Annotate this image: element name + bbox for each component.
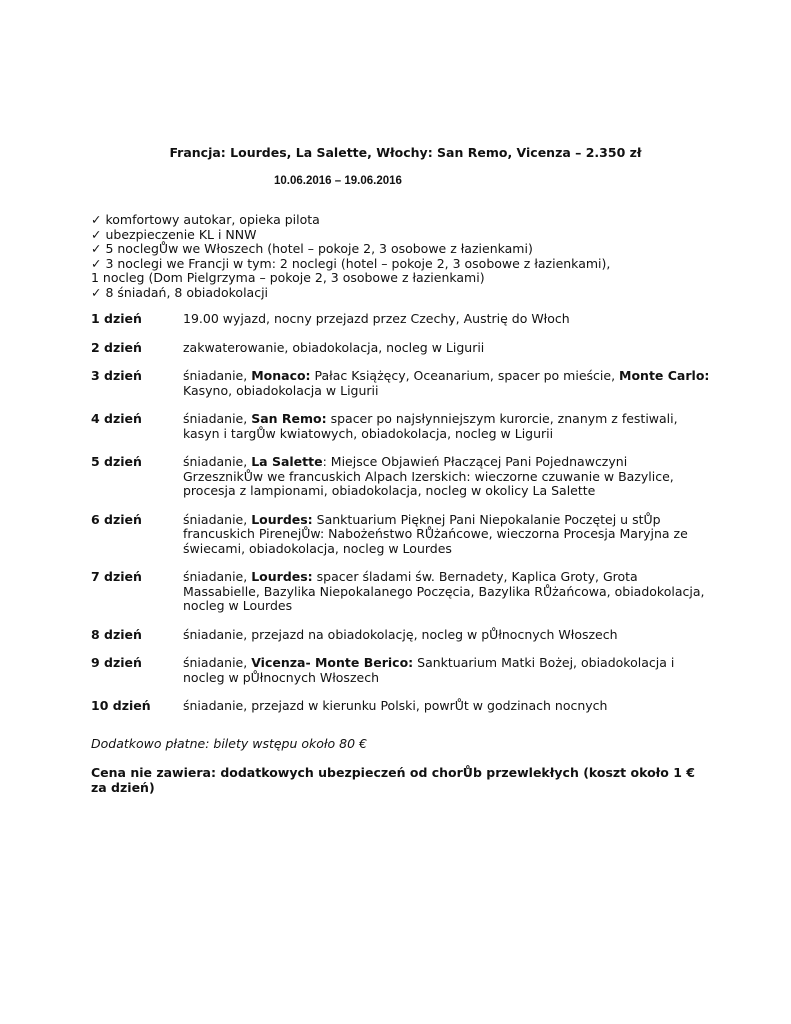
itinerary-day bbox=[91, 412, 711, 441]
feature-item bbox=[91, 242, 731, 257]
day-description: śniadanie, Monaco: Pałac Książęcy, Oceanarium, spacer po mieście, Monte Carlo: Kasyno, obiadokolacja w Ligurii bbox=[183, 368, 710, 398]
checkmark-icon: ✓ bbox=[91, 284, 102, 300]
price-exclusions-note: Cena nie zawiera: dodatkowych ubezpieczeń od chorŮb przewlekłych (koszt około 1 € za dzień) bbox=[91, 765, 695, 795]
itinerary-day bbox=[91, 628, 711, 643]
document-title: Francja: Lourdes, La Salette, Włochy: San Remo, Vicenza – 2.350 zł bbox=[169, 145, 642, 160]
day-label: 4 dzień bbox=[91, 411, 142, 426]
feature-item bbox=[91, 271, 731, 286]
included-features-list bbox=[91, 213, 731, 300]
day-label: 2 dzień bbox=[91, 339, 142, 355]
day-description: śniadanie, Lourdes: Sanktuarium Pięknej Pani Niepokalanie Poczętej u stŮp francuskich PirenejŮw: Nabożeństwo RŮżańcowe, wieczorna Procesja Maryjna ze świecami, obiadokolacja, nocleg w Lourdes bbox=[183, 511, 688, 556]
day-label: 10 dzień bbox=[91, 698, 151, 713]
itinerary bbox=[91, 312, 711, 728]
checkmark-icon: ✓ bbox=[91, 226, 102, 242]
day-description: śniadanie, przejazd w kierunku Polski, powrŮt w godzinach nocnych bbox=[183, 698, 608, 713]
feature-text: 8 śniadań, 8 obiadokolacji bbox=[101, 284, 269, 300]
feature-text: 3 noclegi we Francji w tym: 2 noclegi (hotel – pokoje 2, 3 osobowe z łazienkami), bbox=[101, 255, 611, 271]
feature-item bbox=[91, 257, 731, 272]
day-description: 19.00 wyjazd, nocny przejazd przez Czechy, Austrię do Włoch bbox=[183, 311, 570, 326]
itinerary-day bbox=[91, 341, 711, 356]
checkmark-icon: ✓ bbox=[91, 212, 102, 227]
day-description: śniadanie, La Salette: Miejsce Objawień Płaczącej Pani Pojednawczyni GrzesznikŮw we francuskich Alpach Izerskich: wieczorne czuwanie w Bazylice, procesja z lampionami, obiadokolacja, nocleg w okolicy La Salette bbox=[183, 454, 674, 498]
feature-text: 1 nocleg (Dom Pielgrzyma – pokoje 2, 3 osobowe z łazienkami) bbox=[91, 270, 485, 285]
trip-dates: 10.06.2016 – 19.06.2016 bbox=[274, 175, 402, 187]
feature-item bbox=[91, 228, 731, 243]
extra-costs-note: Dodatkowo płatne: bilety wstępu około 80 € bbox=[91, 736, 367, 751]
feature-item bbox=[91, 213, 731, 228]
feature-text: ubezpieczenie KL i NNW bbox=[101, 226, 257, 242]
itinerary-day bbox=[91, 513, 711, 557]
day-label: 9 dzień bbox=[91, 655, 142, 670]
day-label: 1 dzień bbox=[91, 311, 142, 326]
checkmark-icon: ✓ bbox=[91, 241, 102, 256]
day-label: 7 dzień bbox=[91, 569, 142, 584]
feature-item bbox=[91, 286, 731, 301]
itinerary-day bbox=[91, 455, 711, 499]
itinerary-day bbox=[91, 656, 711, 685]
day-label: 8 dzień bbox=[91, 626, 142, 642]
feature-text: komfortowy autokar, opieka pilota bbox=[101, 212, 320, 227]
day-label: 3 dzień bbox=[91, 368, 142, 383]
day-description: śniadanie, San Remo: spacer po najsłynniejszym kurorcie, znanym z festiwali, kasyn i targŮw kwiatowych, obiadokolacja, nocleg w Ligurii bbox=[183, 411, 678, 441]
checkmark-icon: ✓ bbox=[91, 255, 102, 271]
itinerary-day bbox=[91, 369, 711, 398]
itinerary-day bbox=[91, 312, 711, 327]
day-description: śniadanie, przejazd na obiadokolację, nocleg w pŮłnocnych Włoszech bbox=[183, 626, 618, 642]
itinerary-day bbox=[91, 699, 711, 714]
day-label: 5 dzień bbox=[91, 454, 142, 469]
day-description: śniadanie, Lourdes: spacer śladami św. Bernadety, Kaplica Groty, Grota Massabielle, Bazylika Niepokalanego Poczęcia, Bazylika RŮżańcowa, obiadokolacja, nocleg w Lourdes bbox=[183, 569, 705, 613]
day-description: śniadanie, Vicenza- Monte Berico: Sanktuarium Matki Bożej, obiadokolacja i nocleg w pŮłnocnych Włoszech bbox=[183, 655, 675, 685]
itinerary-day bbox=[91, 570, 711, 614]
day-label: 6 dzień bbox=[91, 511, 142, 527]
day-description: zakwaterowanie, obiadokolacja, nocleg w Ligurii bbox=[183, 339, 485, 355]
feature-text: 5 noclegŮw we Włoszech (hotel – pokoje 2, 3 osobowe z łazienkami) bbox=[101, 241, 533, 256]
